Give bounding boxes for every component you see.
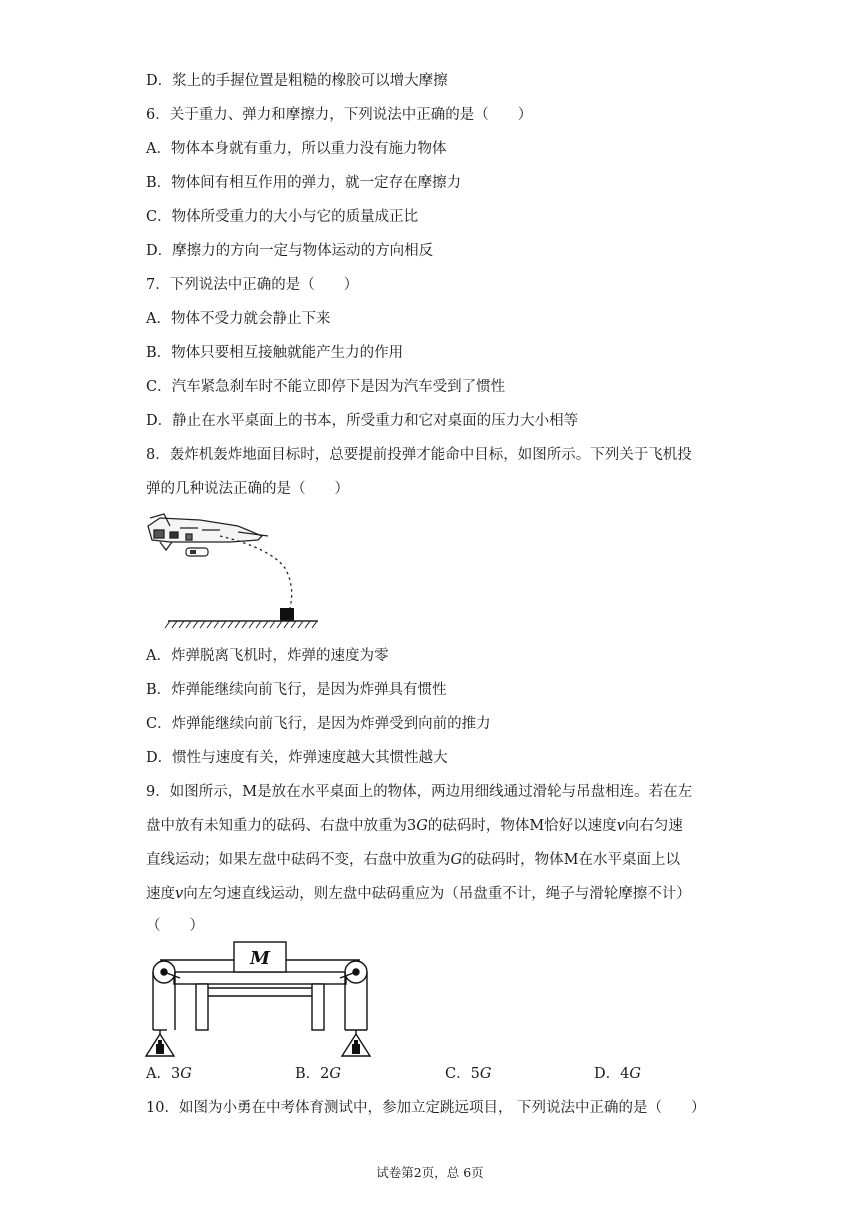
- q9-stem-line3: 直线运动；如果左盘中砝码不变，右盘中放重为G的砝码时，物体M在水平桌面上以: [146, 852, 680, 868]
- bomb-trajectory: [220, 536, 292, 608]
- table-top: [174, 972, 346, 984]
- q9-option-d: D．4G: [594, 1066, 641, 1082]
- q9-option-c: C．5G: [445, 1066, 492, 1082]
- q7-option-d: D．静止在水平桌面上的书本，所受重力和它对桌面的压力大小相等: [146, 413, 579, 429]
- q9-pulley-figure: [140, 938, 380, 1060]
- page-footer: 试卷第2页，总 6页: [376, 1165, 484, 1180]
- q8-option-d: D．惯性与速度有关，炸弹速度越大其惯性越大: [146, 750, 448, 766]
- weight-left-icon: [156, 1044, 164, 1054]
- q6-stem: 6．关于重力、弹力和摩擦力，下列说法中正确的是（ ）: [146, 107, 533, 123]
- q6-option-c: C．物体所受重力的大小与它的质量成正比: [146, 209, 419, 225]
- q8-stem-line1: 8．轰炸机轰炸地面目标时，总要提前投弹才能命中目标，如图所示。下列关于飞机投: [146, 447, 692, 463]
- q7-option-c: C．汽车紧急刹车时不能立即停下是因为汽车受到了惯性: [146, 379, 506, 395]
- bomb-icon: [186, 548, 208, 556]
- q8-stem-line2: 弹的几种说法正确的是（ ）: [146, 481, 349, 497]
- q6-option-b: B．物体间有相互作用的弹力，就一定存在摩擦力: [146, 175, 462, 191]
- ground-target: [280, 608, 294, 621]
- q10-stem: 10．如图为小勇在中考体育测试中，参加立定跳远项目， 下列说法中正确的是（ ）: [146, 1100, 706, 1116]
- q8-option-b: B．炸弹能继续向前飞行，是因为炸弹具有惯性: [146, 682, 447, 698]
- q7-stem: 7．下列说法中正确的是（ ）: [146, 277, 359, 293]
- q6-option-d: D．摩擦力的方向一定与物体运动的方向相反: [146, 243, 434, 259]
- q9-stem-line1: 9．如图所示，M是放在水平桌面上的物体，两边用细线通过滑轮与吊盘相连。若在左: [146, 784, 693, 800]
- table-leg-left: [196, 984, 208, 1030]
- q5-option-d: D．浆上的手握位置是粗糙的橡胶可以增大摩擦: [146, 73, 448, 89]
- q9-stem-line4: 速度v向左匀速直线运动，则左盘中砝码重应为（吊盘重不计，绳子与滑轮摩擦不计）: [146, 886, 691, 902]
- q9-option-a: A．3G: [146, 1066, 192, 1082]
- table-leg-right: [312, 984, 324, 1030]
- q8-option-c: C．炸弹能继续向前飞行，是因为炸弹受到向前的推力: [146, 716, 491, 732]
- weight-right-icon: [352, 1044, 360, 1054]
- q9-answer-bracket: （ ）: [146, 918, 204, 934]
- q8-option-a: A．炸弹脱离飞机时，炸弹的速度为零: [146, 648, 389, 664]
- block-m-label: M: [250, 948, 270, 969]
- q9-stem-line2: 盘中放有未知重力的砝码、右盘中放重为3G的砝码时，物体M恰好以速度v向右匀速: [146, 818, 683, 834]
- q8-bomber-figure: [140, 508, 330, 630]
- q9-option-b: B．2G: [295, 1066, 341, 1082]
- q6-option-a: A．物体本身就有重力，所以重力没有施力物体: [146, 141, 447, 157]
- q7-option-a: A．物体不受力就会静止下来: [146, 311, 331, 327]
- q7-option-b: B．物体只要相互接触就能产生力的作用: [146, 345, 404, 361]
- ground-hatching: [165, 621, 317, 628]
